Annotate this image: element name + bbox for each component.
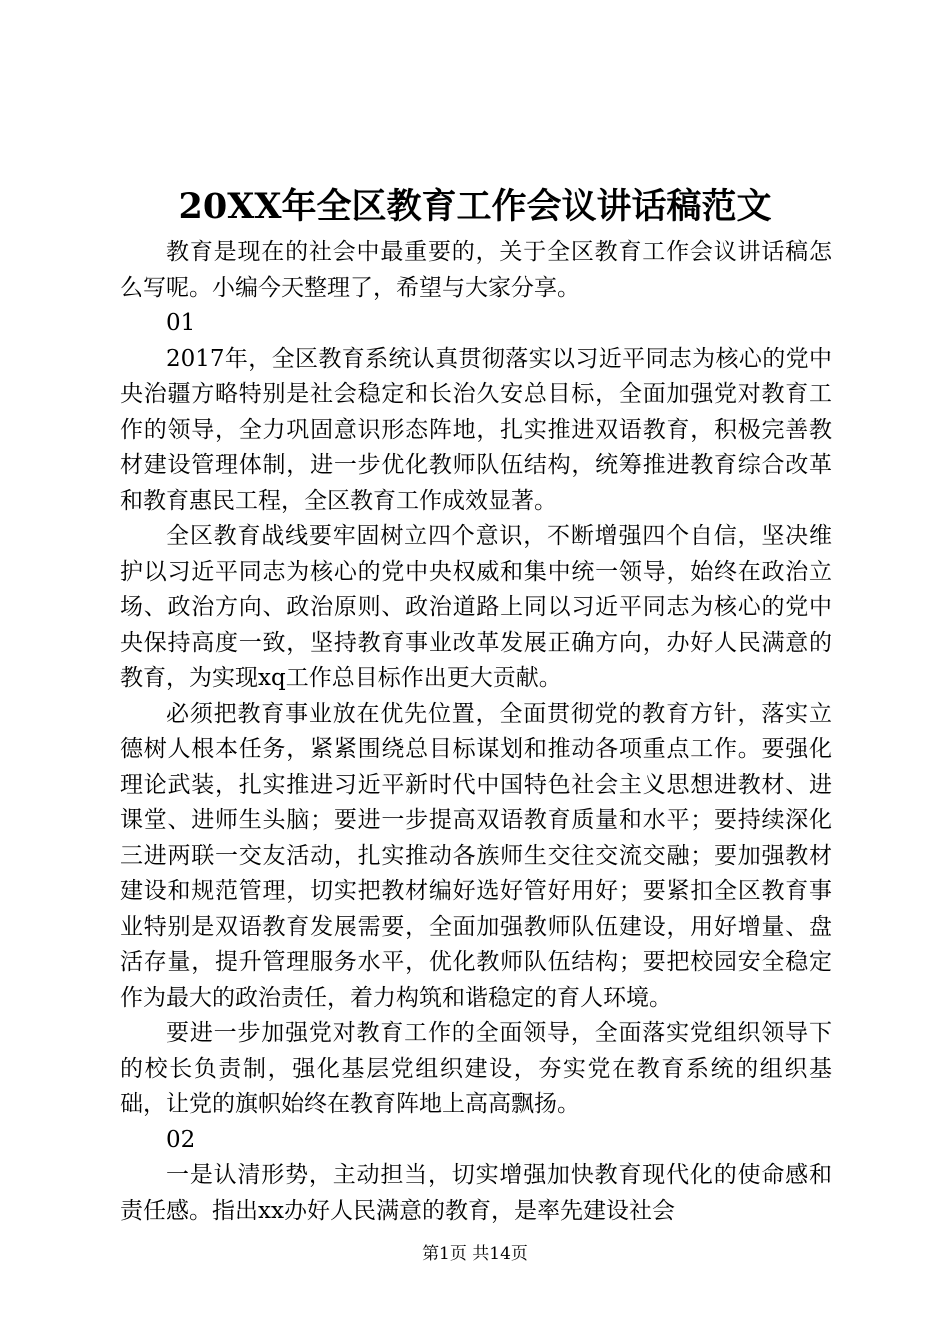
document-title: 20XX年全区教育工作会议讲话稿范文 xyxy=(178,186,772,227)
paragraph-2017-review: 2017年，全区教育系统认真贯彻落实以习近平同志为核心的党中央治疆方略特别是社会稳定和长治久安总目标，全面加强党对教育工作的领导，全力巩固意识形态阵地，扎实推进双语教育，积极完善教材建设管理体制，进一步优化教师队伍结构，统筹推进教育综合改革和教育惠民工程，全区教育工作成效显著。 xyxy=(120,345,832,514)
paragraph-party-leadership: 要进一步加强党对教育工作的全面领导，全面落实党组织领导下的校长负责制，强化基层党组织建设，夯实党在教育系统的组织基础，让党的旗帜始终在教育阵地上高高飘扬。 xyxy=(120,1020,832,1117)
document-body xyxy=(120,235,832,1229)
paragraph-intro: 教育是现在的社会中最重要的，关于全区教育工作会议讲话稿怎么写呢。小编今天整理了，希望与大家分享。 xyxy=(120,239,832,301)
paragraph-first-point: 一是认清形势，主动担当，切实增强加快教育现代化的使命感和责任感。指出xx办好人民满意的教育，是率先建设社会 xyxy=(120,1162,832,1224)
paragraph-four-consciousness: 全区教育战线要牢固树立四个意识，不断增强四个自信，坚决维护以习近平同志为核心的党中央权威和集中统一领导，始终在政治立场、政治方向、政治原则、政治道路上同以习近平同志为核心的党中央保持高度一致，坚持教育事业改革发展正确方向，办好人民满意的教育，为实现xq工作总目标作出更大贡献。 xyxy=(120,523,832,691)
section-number-02: 02 xyxy=(166,1126,196,1153)
section-number-01: 01 xyxy=(166,310,196,336)
paragraph-priority: 必须把教育事业放在优先位置，全面贯彻党的教育方针，落实立德树人根本任务，紧紧围绕总目标谋划和推动各项重点工作。要强化理论武装，扎实推进习近平新时代中国特色社会主义思想进教材、进课堂、进师生头脑；要进一步提高双语教育质量和水平；要持续深化三进两联一交友活动，扎实推动各族师生交往交流交融；要加强教材建设和规范管理，切实把教材编好选好管好用好；要紧扣全区教育事业特别是双语教育发展需要，全面加强教师队伍建设，用好增量、盘活存量，提升管理服务水平，优化教师队伍结构；要把校园安全稳定作为最大的政治责任，着力构筑和谐稳定的育人环境。 xyxy=(120,700,832,1011)
page-footer: 第1页 共14页 xyxy=(422,1244,528,1264)
